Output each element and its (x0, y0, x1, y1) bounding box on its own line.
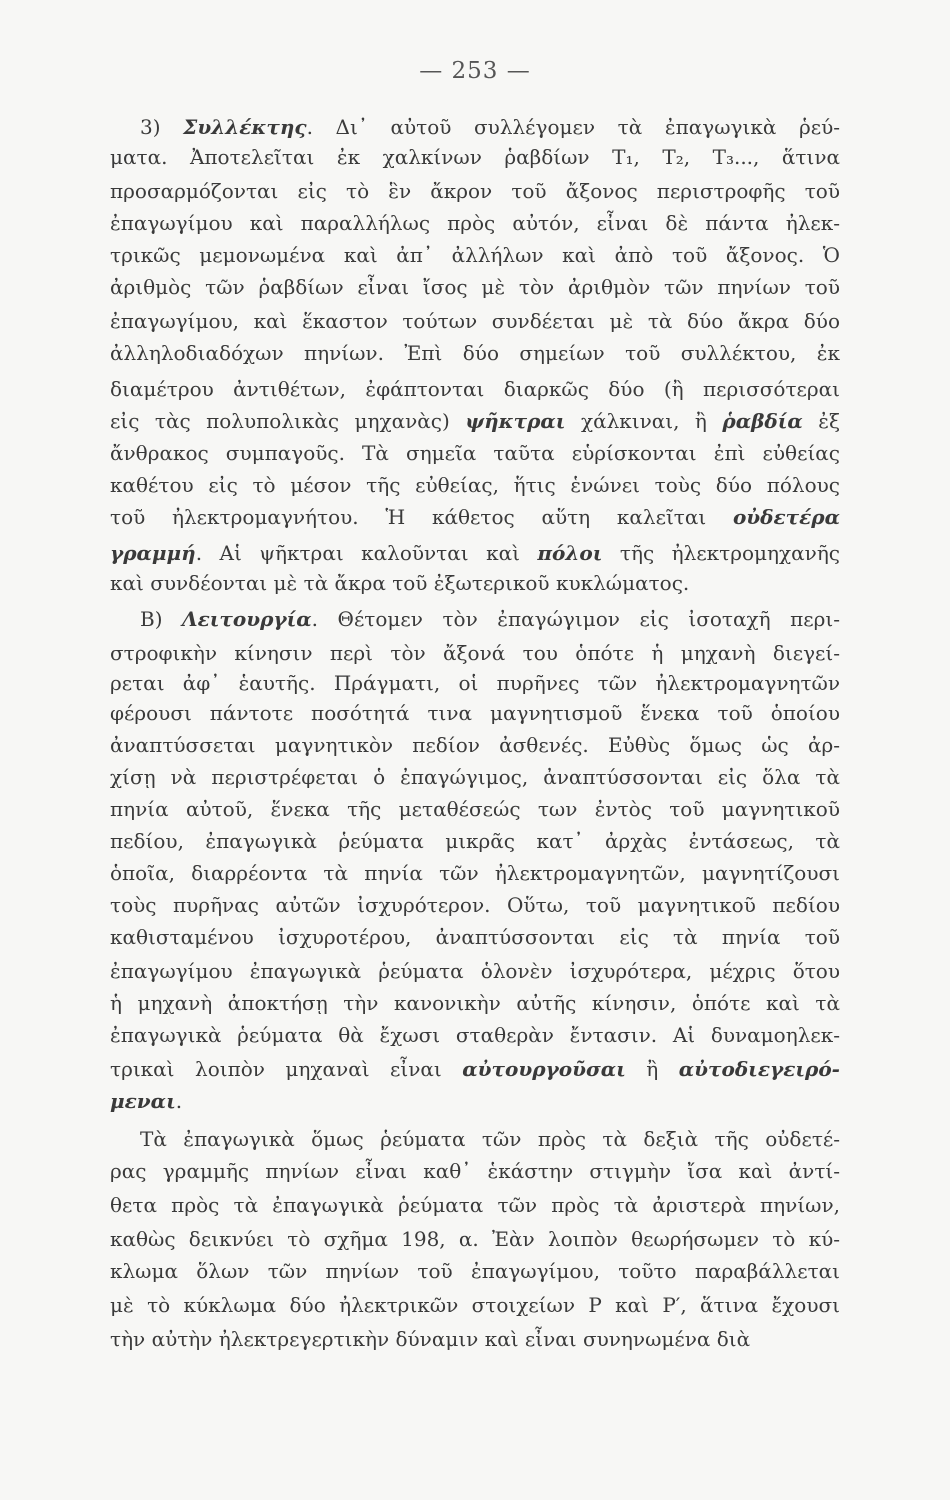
emphasized-term: αὐτοδιεγειρό- (678, 1057, 840, 1081)
text-segment: προσαρμόζονται εἰς τὸ ἓν ἄκρον τοῦ ἄξονος περιστροφῆς τοῦ (110, 179, 840, 203)
text-segment: φέρουσι πάντοτε ποσότητά τινα μαγνητισμοῦ ἕνεκα τοῦ ὁποίου (110, 701, 840, 725)
text-segment: χίσῃ νὰ περιστρέφεται ὁ ἐπαγώγιμος, ἀναπτύσσονται εἰς ὅλα τὰ (110, 765, 840, 789)
text-line (110, 956, 840, 986)
text-segment: στροφικὴν κίνησιν περὶ τὸν ἄξονά του ὁπότε ἡ μηχανὴ διεγεί- (110, 641, 840, 665)
text-line (110, 1190, 840, 1220)
text-line (110, 142, 840, 172)
text-line (110, 502, 840, 532)
text-line (110, 1086, 840, 1116)
text-line (110, 338, 840, 368)
text-segment: ρεται ἀφ᾽ ἑαυτῆς. Πράγματι, οἱ πυρῆνες τῶν ἠλεκτρομαγνητῶν (110, 671, 840, 695)
text-line (110, 470, 840, 500)
text-line (110, 638, 840, 668)
text-line (110, 208, 840, 238)
text-segment: ἐπαγωγικὰ ῥεύματα θὰ ἔχωσι σταθερὰν ἔντασιν. Αἱ δυναμοηλεκ- (110, 1023, 840, 1047)
text-segment: ἢ (625, 1057, 679, 1081)
text-line (110, 406, 840, 436)
text-line (110, 1324, 840, 1354)
text-segment: B) (140, 607, 183, 631)
text-segment: ἀναπτύσσεται μαγνητικὸν πεδίον ἀσθενές. Εὐθὺς ὅμως ὡς ἀρ- (110, 733, 840, 757)
text-segment: ἐπαγωγίμου καὶ παραλλήλως πρὸς αὐτόν, εἶναι δὲ πάντα ἠλεκ- (110, 211, 840, 235)
text-line (110, 730, 840, 760)
text-line (110, 794, 840, 824)
text-line (110, 668, 840, 698)
text-segment: διαμέτρου ἀντιθέτων, ἐφάπτονται διαρκῶς δύο (ἢ περισσότεραι (110, 377, 840, 401)
text-segment: πηνία αὐτοῦ, ἕνεκα τῆς μεταθέσεώς των ἐντὸς τοῦ μαγνητικοῦ (110, 797, 840, 821)
text-line (110, 988, 840, 1018)
text-segment: εἰς τὰς πολυπολικὰς μηχανὰς) (110, 409, 466, 433)
text-segment: Τὰ ἐπαγωγικὰ ὅμως ῥεύματα τῶν πρὸς τὰ δεξιὰ τῆς οὐδετέ- (140, 1127, 840, 1151)
text-segment: ἡ μηχανὴ ἀποκτήσῃ τὴν κανονικὴν αὐτῆς κίνησιν, ὁπότε καὶ τὰ (110, 991, 840, 1015)
text-line (110, 762, 840, 792)
text-segment: κλωμα ὅλων τῶν πηνίων τοῦ ἐπαγωγίμου, τοῦτο παραβάλλεται (110, 1259, 840, 1283)
text-line (110, 1156, 840, 1186)
text-segment: μὲ τὸ κύκλωμα δύο ἠλεκτρικῶν στοιχείων P καὶ P′, ἅτινα ἔχουσι (110, 1293, 840, 1317)
text-line (110, 1020, 840, 1050)
text-segment: καθισταμένου ἰσχυροτέρου, ἀναπτύσσονται εἰς τὰ πηνία τοῦ (110, 925, 840, 949)
text-segment: 3) (140, 115, 184, 139)
text-segment: ἐξ (802, 409, 840, 433)
text-line (110, 272, 840, 302)
text-segment: ἐπαγωγίμου ἐπαγωγικὰ ῥεύματα ὁλονὲν ἰσχυρότερα, μέχρις ὅτου (110, 959, 840, 983)
text-segment: τοὺς πυρῆνας αὐτῶν ἰσχυρότερον. Οὕτω, τοῦ μαγνητικοῦ πεδίου (110, 893, 840, 917)
text-segment: τρικῶς μεμονωμένα καὶ ἀπ᾽ ἀλλήλων καὶ ἀπὸ τοῦ ἄξονος. Ὁ (110, 243, 840, 267)
emphasized-term: Συλλέκτης (183, 115, 307, 139)
text-line (110, 176, 840, 206)
text-line (140, 604, 840, 634)
text-segment: . (175, 1089, 183, 1113)
emphasized-term: γραμμή (110, 541, 196, 565)
text-segment: . Δι᾽ αὐτοῦ συλλέγομεν τὰ ἐπαγωγικὰ ῥεύ- (306, 115, 840, 139)
text-segment: . Αἱ ψῆκτραι καλοῦνται καὶ (195, 541, 538, 565)
text-segment: καὶ συνδέονται μὲ τὰ ἄκρα τοῦ ἐξωτερικοῦ κυκλώματος. (110, 571, 690, 595)
text-line (110, 568, 840, 598)
emphasized-term: μεναι (110, 1089, 176, 1113)
text-line (110, 698, 840, 728)
text-segment: καθέτου εἰς τὸ μέσον τῆς εὐθείας, ἥτις ἑνώνει τοὺς δύο πόλους (110, 473, 840, 497)
text-segment: τὴν αὐτὴν ἠλεκτρεγερτικὴν δύναμιν καὶ εἶναι συνηνωμένα διὰ (110, 1327, 751, 1351)
emphasized-term: οὐδετέρα (732, 505, 840, 529)
text-segment: ὁποῖα, διαρρέοντα τὰ πηνία τῶν ἠλεκτρομαγνητῶν, μαγνητίζουσι (110, 861, 840, 885)
page-number: — 253 — (419, 58, 531, 84)
text-segment: ἄνθρακος συμπαγοῦς. Τὰ σημεῖα ταῦτα εὑρίσκονται ἐπὶ εὐθείας (110, 441, 840, 465)
text-line (110, 1256, 840, 1286)
text-line (110, 374, 840, 404)
text-segment: τῆς ἠλεκτρομηχανῆς (602, 541, 840, 565)
emphasized-term: πόλοι (537, 541, 603, 565)
text-segment: ἀλληλοδιαδόχων πηνίων. Ἐπὶ δύο σημείων τοῦ συλλέκτου, ἐκ (110, 341, 840, 365)
text-line (140, 1124, 840, 1154)
text-segment: ρας γραμμῆς πηνίων εἶναι καθ᾽ ἑκάστην στιγμὴν ἴσα καὶ ἀντί- (110, 1159, 840, 1183)
text-line (110, 890, 840, 920)
text-line (110, 306, 840, 336)
text-line (110, 438, 840, 468)
emphasized-term: Λειτουργία (182, 607, 312, 631)
text-segment: ματα. Ἀποτελεῖται ἐκ χαλκίνων ῥαβδίων T₁, T₂, T₃..., ἅτινα (110, 145, 840, 169)
text-segment: θετα πρὸς τὰ ἐπαγωγικὰ ῥεύματα τῶν πρὸς τὰ ἀριστερὰ πηνίων, (110, 1193, 840, 1217)
text-segment: ἀριθμὸς τῶν ῥαβδίων εἶναι ἴσος μὲ τὸν ἀριθμὸν τῶν πηνίων τοῦ (110, 275, 840, 299)
text-line (110, 1290, 840, 1320)
text-segment: τοῦ ἠλεκτρομαγνήτου. Ἡ κάθετος αὕτη καλεῖται (110, 505, 733, 529)
text-line (110, 858, 840, 888)
emphasized-term: αὐτουργοῦσαι (462, 1057, 626, 1081)
text-line (110, 826, 840, 856)
text-line (110, 538, 840, 568)
text-line (140, 112, 840, 142)
text-line (110, 240, 840, 270)
text-line (110, 922, 840, 952)
text-segment: τρικαὶ λοιπὸν μηχαναὶ εἶναι (110, 1057, 463, 1081)
text-segment: ἐπαγωγίμου, καὶ ἕκαστον τούτων συνδέεται μὲ τὰ δύο ἄκρα δύο (110, 309, 840, 333)
emphasized-term: ψῆκτραι (465, 409, 566, 433)
text-line (110, 1054, 840, 1084)
text-line (110, 1224, 840, 1254)
text-segment: πεδίου, ἐπαγωγικὰ ῥεύματα μικρᾶς κατ᾽ ἀρχὰς ἐντάσεως, τὰ (110, 829, 840, 853)
emphasized-term: ῥαβδία (722, 409, 803, 433)
text-segment: . Θέτομεν τὸν ἐπαγώγιμον εἰς ἰσοταχῆ περι- (311, 607, 840, 631)
text-segment: καθὼς δεικνύει τὸ σχῆμα 198, α. Ἐὰν λοιπὸν θεωρήσωμεν τὸ κύ- (110, 1227, 840, 1251)
text-segment: χάλκιναι, ἢ (565, 409, 723, 433)
